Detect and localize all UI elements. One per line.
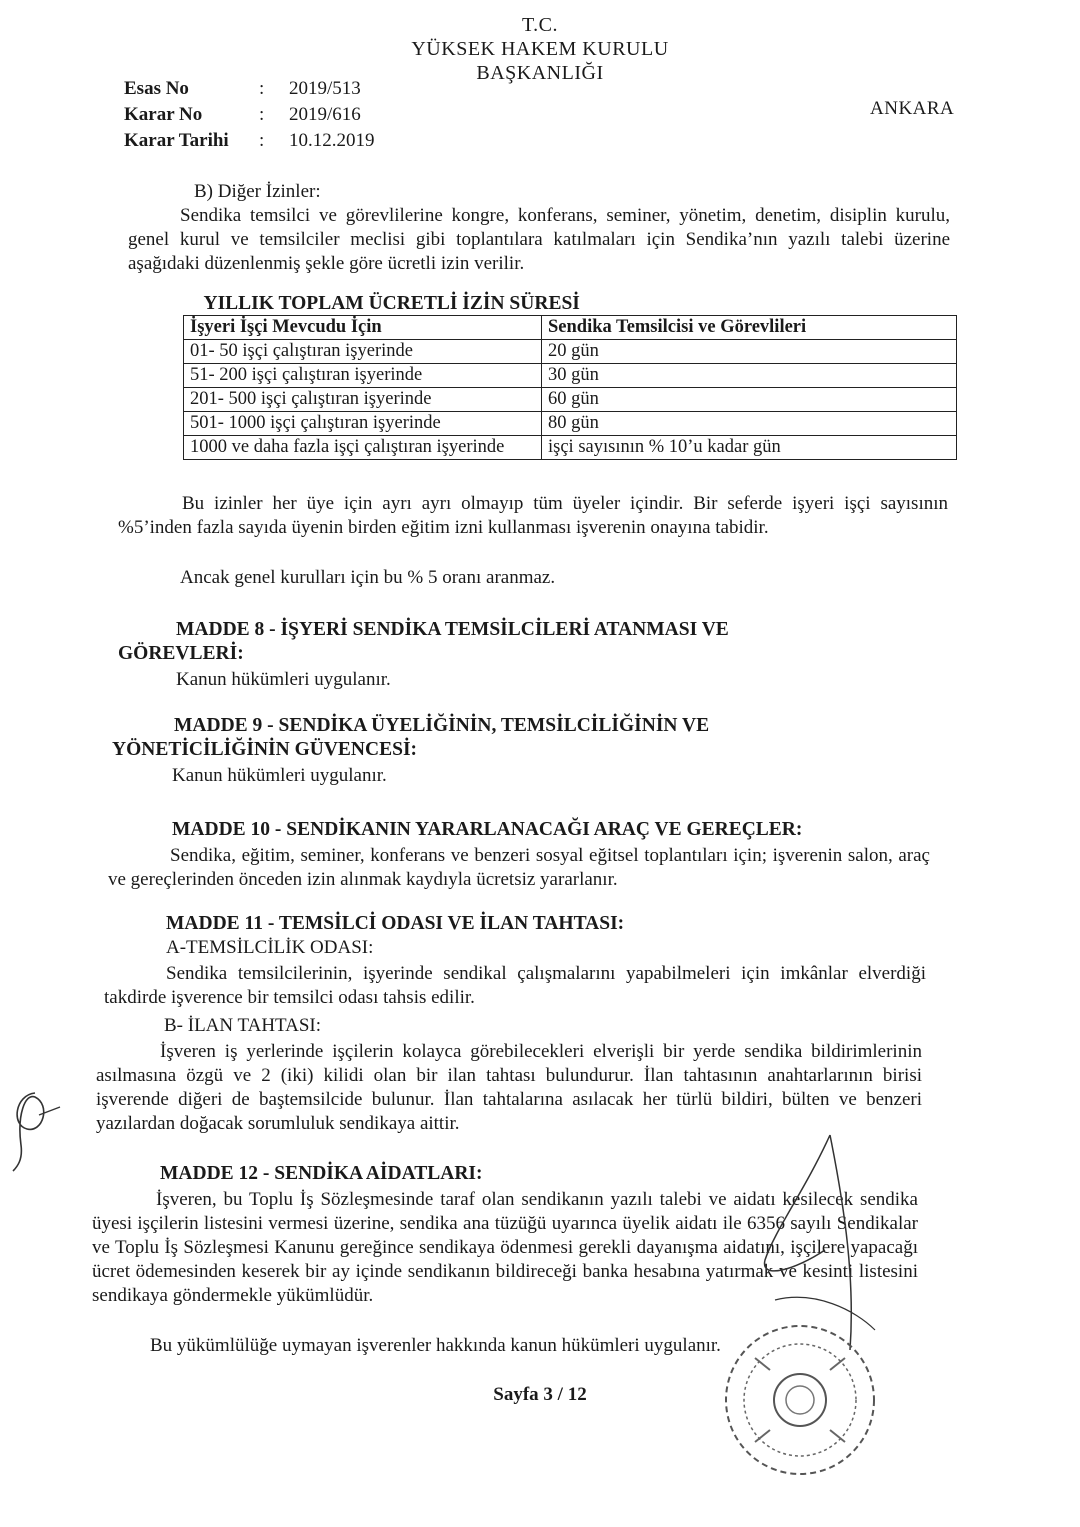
table-row [184, 364, 957, 388]
table-row [184, 412, 957, 436]
madde-11-a-text: Sendika temsilcilerinin, işyerinde sendikal çalışmalarını yapabilmeleri için imkânlar elverdiği takdirde işverence bir temsilci odası tahsis edilir. [104, 963, 926, 1008]
madde-8-title: MADDE 8 - İŞYERİ SENDİKA TEMSİLCİLERİ ATANMASI VE GÖREVLERİ: [118, 619, 729, 664]
signature-mark-left [5, 1085, 65, 1175]
table-cell: 60 gün [542, 388, 957, 412]
madde-12-paragraph: İşveren, bu Toplu İş Sözleşmesinde taraf olan sendikanın yazılı talebi ve aidatı kesilecek sendika üyesi işçilerin listesini vermesi üzerine, sendika ana tüzüğü uyarınca üyelik aidatı ile 6356 sayılı Sendikalar ve Toplu İş Sözleşmesi Kanunu gereğince sendikaya ödenmesi gerekli dayanışma aidatını, işçilere yapacağı ücret ödemesinden keserek bir ay içinde sendikanın bildireceği banka hesabına yatırmak ve kesinti listesini sendikaya göndermekle yükümlüdür. [92, 1189, 918, 1306]
meta-value: 10.12.2019 [289, 130, 375, 151]
meta-colon: : [259, 130, 265, 151]
table-row [184, 340, 957, 364]
leave-table-title: YILLIK TOPLAM ÜCRETLİ İZİN SÜRESİ [184, 292, 957, 316]
madde-8-text: Kanun hükümleri uygulanır. [176, 669, 391, 690]
leave-table-header-representative: Sendika Temsilcisi ve Görevlileri [542, 316, 957, 340]
table-cell: işçi sayısının % 10’u kadar gün [542, 436, 957, 460]
office-title: BAŞKANLIĞI [476, 62, 604, 84]
official-stamp [715, 1318, 885, 1483]
table-cell: 30 gün [542, 364, 957, 388]
table-cell: 01- 50 işçi çalıştıran işyerinde [184, 340, 542, 364]
madde-10-title: MADDE 10 - SENDİKANIN YARARLANACAĞI ARAÇ VE GEREÇLER: [172, 819, 803, 840]
meta-row-karar [124, 102, 375, 128]
table-cell: 501- 1000 işçi çalıştıran işyerinde [184, 412, 542, 436]
meta-label: Karar No [124, 104, 203, 125]
city-label: ANKARA [870, 98, 955, 119]
meta-label: Esas No [124, 78, 189, 99]
table-row [184, 388, 957, 412]
madde-12-title: MADDE 12 - SENDİKA AİDATLARI: [160, 1163, 483, 1184]
table-cell: 20 gün [542, 340, 957, 364]
madde-11-b-text: İşveren iş yerlerinde işçilerin kolayca görebilecekleri elverişli bir yerde sendika bildirimlerinin asılmasına özgü ve 2 (iki) kilidi olan bir ilan tahtası bulundurur. İlan tahtasının anahtarlarının birisi işverende diğeri de baştemsilcide bulunur. İlan tahtalarına asılacak her türlü bildiri, bülten ve benzeri yazılardan doğacak sorumluluk sendikaya aittir. [96, 1041, 922, 1134]
case-meta [124, 76, 375, 154]
meta-row-esas [124, 76, 375, 102]
table-row [184, 436, 957, 460]
madde-11-title: MADDE 11 - TEMSİLCİ ODASI VE İLAN TAHTASI: [166, 913, 625, 934]
after-table-paragraph: Bu izinler her üye için ayrı ayrı olmayıp tüm üyeler içindir. Bir seferde işyeri işçi sayısının %5’inden fazla sayıda üyenin birden eğitim izni kullanması işverenin onayına tabidir. [118, 493, 948, 538]
page-number: Sayfa 3 / 12 [493, 1384, 587, 1405]
madde-10-text: Sendika, eğitim, seminer, konferans ve benzeri sosyal eğitsel toplantıları için; işverenin salon, araç ve gereçlerinden önceden izin alınmak kaydıyla ücretsiz yararlanır. [108, 845, 930, 890]
section-b-title: B) Diğer İzinler: [194, 181, 321, 202]
madde-12-note: Bu yükümlülüğe uymayan işverenler hakkında kanun hükümleri uygulanır. [150, 1335, 721, 1356]
table-cell: 1000 ve daha fazla işçi çalıştıran işyerinde [184, 436, 542, 460]
section-b-text: Sendika temsilci ve görevlilerine kongre, konferans, seminer, yönetim, denetim, disiplin kurulu, genel kurul ve temsilciler meclisi gibi toplantılara katılmaları için Sendika’nın yazılı talebi üzerine aşağıdaki düzenlenmiş şekle göre ücretli izin verilir. [128, 205, 950, 274]
institution-title: YÜKSEK HAKEM KURULU [411, 38, 669, 60]
meta-label: Karar Tarihi [124, 130, 229, 151]
madde-11-a-title: A-TEMSİLCİLİK ODASI: [166, 937, 374, 958]
meta-colon: : [259, 78, 265, 99]
madde-9-text: Kanun hükümleri uygulanır. [172, 765, 387, 786]
leave-table-header-workplace: İşyeri İşçi Mevcudu İçin [184, 316, 542, 340]
meta-value: 2019/513 [289, 78, 361, 99]
table-cell: 51- 200 işçi çalıştıran işyerinde [184, 364, 542, 388]
meta-row-tarih [124, 128, 375, 154]
after-table-note: Ancak genel kurulları için bu % 5 oranı aranmaz. [180, 567, 556, 588]
madde-11-b-title: B- İLAN TAHTASI: [164, 1015, 322, 1036]
madde-9-title: MADDE 9 - SENDİKA ÜYELİĞİNİN, TEMSİLCİLİĞİNİN VE YÖNETİCİLİĞİNİN GÜVENCESİ: [112, 715, 710, 760]
country-title: T.C. [521, 14, 559, 36]
table-cell: 80 gün [542, 412, 957, 436]
table-cell: 201- 500 işçi çalıştıran işyerinde [184, 388, 542, 412]
meta-colon: : [259, 104, 265, 125]
meta-value: 2019/616 [289, 104, 361, 125]
leave-table [183, 292, 957, 460]
